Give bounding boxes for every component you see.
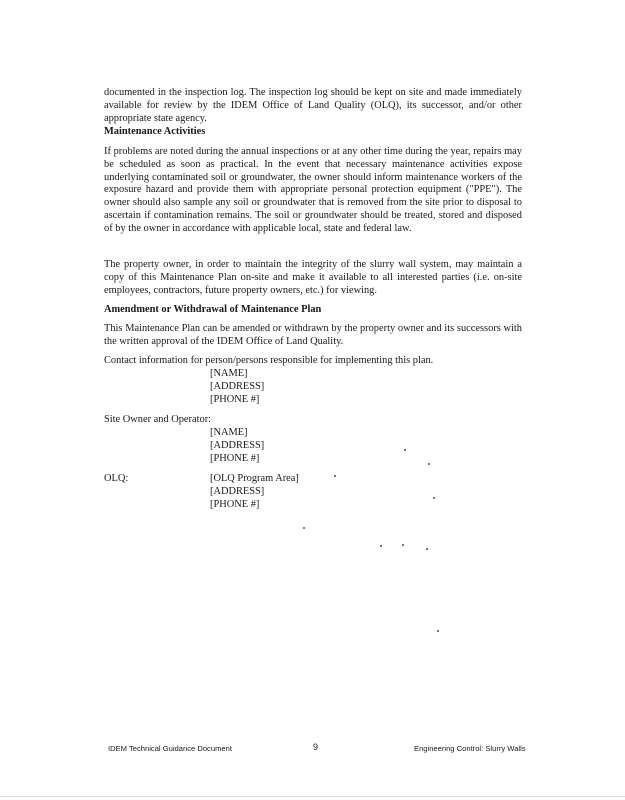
scan-speck [433,497,435,499]
scan-speck [426,548,428,550]
amendment-paragraph: This Maintenance Plan can be amended or withdrawn by the property owner and its successors with the written approval of the IDEM Office of Land Quality. [104,323,522,347]
maintenance-paragraph-2: The property owner, in order to maintain the integrity of the slurry wall system, may maintain a copy of this Maintenance Plan on-site and make it available to all interested parties (i.e. on-site employees, contractors, future property owners, etc.) for viewing. [104,259,522,296]
site-owner-address: [ADDRESS] [210,440,265,451]
intro-paragraph: documented in the inspection log. The inspection log should be kept on site and made immediately available for review by the IDEM Office of Land Quality (OLQ), its successor, and/or other appropriate state agency. [104,87,522,124]
scan-speck [404,449,406,451]
site-owner-name: [NAME] [210,427,248,438]
contact-intro: Contact information for person/persons responsible for implementing this plan. [104,355,434,366]
olq-program-area: [OLQ Program Area] [210,473,299,484]
footer-page-number: 9 [313,742,319,752]
scan-speck [402,544,404,546]
olq-address: [ADDRESS] [210,486,265,497]
maintenance-activities-heading: Maintenance Activities [104,126,206,137]
olq-phone: [PHONE #] [210,499,260,510]
footer-left: IDEM Technical Guidance Document [108,744,232,753]
scan-speck [428,463,430,465]
scan-speck [380,545,382,547]
contact-phone: [PHONE #] [210,394,260,405]
amendment-heading: Amendment or Withdrawal of Maintenance Plan [104,304,322,315]
site-owner-label: Site Owner and Operator: [104,414,212,425]
maintenance-paragraph-1: If problems are noted during the annual inspections or at any other time during the year, repairs may be scheduled as soon as practical. In the event that necessary maintenance activities expose underlying contaminated soil or groundwater, the owner should inform maintenance workers of the exposure hazard and provide them with appropriate personal protection equipment ("PPE"). The owner should also sample any soil or groundwater that is removed from the site prior to disposal to ascertain if contamination remains. The soil or groundwater should be treated, stored and disposed of by the owner in accordance with applicable local, state and federal law. [104,146,522,234]
intro-paragraph-block [104,87,522,125]
scan-speck [303,527,305,529]
olq-label: OLQ: [104,473,129,484]
amendment-paragraph-block [104,323,522,349]
scan-edge [0,796,625,797]
maintenance-paragraph-1-block [104,146,522,236]
footer-right: Engineering Control: Slurry Walls [414,744,526,753]
contact-address: [ADDRESS] [210,381,265,392]
site-owner-phone: [PHONE #] [210,453,260,464]
contact-name: [NAME] [210,368,248,379]
scan-speck [437,630,439,632]
scan-speck [334,475,336,477]
maintenance-paragraph-2-block [104,259,522,297]
